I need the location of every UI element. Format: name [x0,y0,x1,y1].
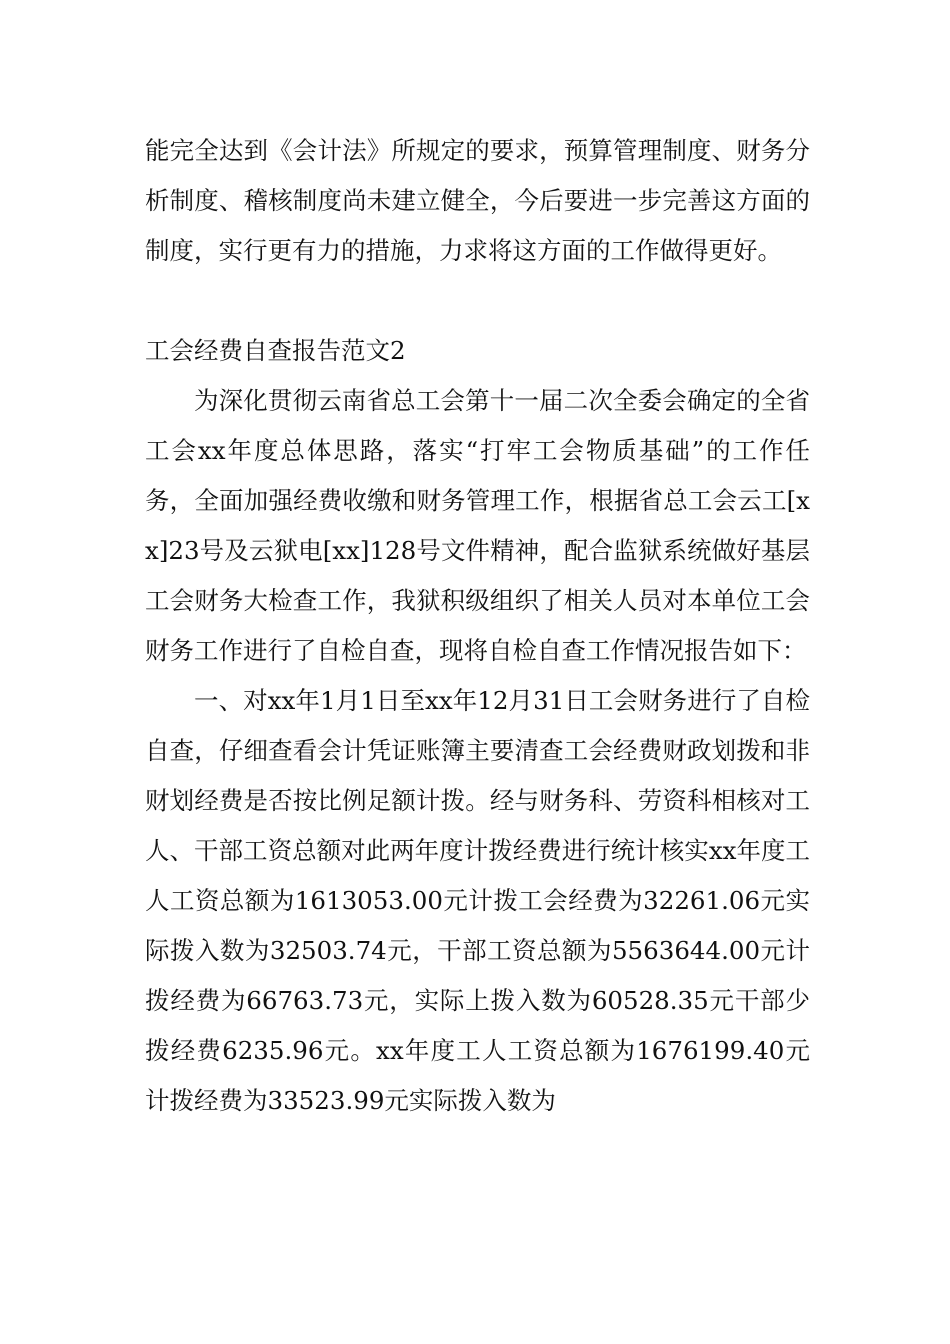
document-body [145,126,810,1126]
paragraph-item-1: 一、对xx年1月1日至xx年12月31日工会财务进行了自检自查，仔细查看会计凭证账簿主要清查工会经费财政划拨和非财划经费是否按比例足额计拨。经与财务科、劳资科相核对工人、干部工资总额对此两年度计拨经费进行统计核实xx年度工人工资总额为1613053.00元计拨工会经费为32261.06元实际拨入数为32503.74元，干部工资总额为5563644.00元计拨经费为66763.73元，实际上拨入数为60528.35元干部少拨经费6235.96元。xx年度工人工资总额为1676199.40元计拨经费为33523.99元实际拨入数为 [145,686,810,1115]
paragraph-continuation: 能完全达到《会计法》所规定的要求，预算管理制度、财务分析制度、稽核制度尚未建立健全，今后要进一步完善这方面的制度，实行更有力的措施，力求将这方面的工作做得更好。 [145,136,810,265]
paragraph-intro: 为深化贯彻云南省总工会第十一届二次全委会确定的全省工会xx年度总体思路，落实“打牢工会物质基础”的工作任务，全面加强经费收缴和财务管理工作，根据省总工会云工[xx]23号及云狱电[xx]128号文件精神，配合监狱系统做好基层工会财务大检查工作，我狱积级组织了相关人员对本单位工会财务工作进行了自检自查，现将自检自查工作情况报告如下： [145,386,810,665]
section-heading: 工会经费自查报告范文2 [145,336,406,365]
